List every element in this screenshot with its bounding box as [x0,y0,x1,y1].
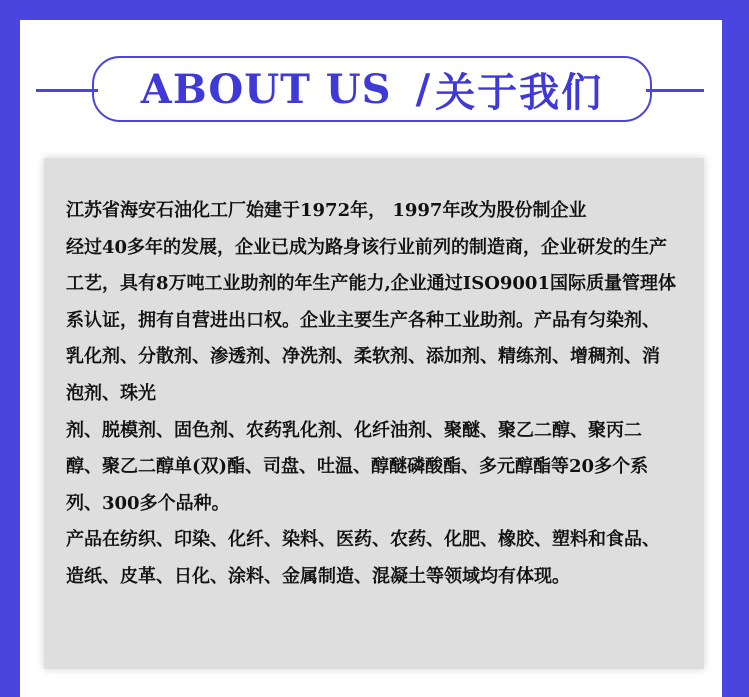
title-english: ABOUT US [140,65,392,113]
page-title [92,56,652,122]
title-separator: / [415,65,432,113]
description-card [44,158,704,669]
description-line-5: 乳化剂、分散剂、渗透剂、净洗剂、柔软剂、添加剂、精练剂、增稠剂、消 [66,346,660,368]
description-line-2: 经过40多年的发展，企业已成为路身该行业前列的制造商，企业研发的生产 [66,236,668,258]
description-line-8: 醇、聚乙二醇单(双)酯、司盘、吐温、醇醚磷酸酯、多元醇酯等20多个系 [66,456,649,478]
description-line-3: 工艺，具有8万吨工业助剂的年生产能力,企业通过ISO9001国际质量管理体 [66,273,676,295]
company-description [66,193,686,596]
title-area [20,20,722,160]
description-line-6: 泡剂、珠光 [66,382,156,404]
description-line-11: 造纸、皮革、日化、涂料、金属制造、混凝土等领域均有体现。 [66,565,570,587]
description-line-1: 江苏省海安石油化工厂始建于1972年， 1997年改为股份制企业 [66,200,587,221]
title-chinese: 关于我们 [435,68,604,116]
description-line-7: 剂、脱模剂、固色剂、农药乳化剂、化纤油剂、聚醚、聚乙二醇、聚丙二 [66,419,642,441]
description-line-9: 列、300多个品种。 [66,492,230,514]
description-line-4: 系认证，拥有自营进出口权。企业主要生产各种工业助剂。产品有匀染剂、 [66,309,660,331]
title-right-line [646,89,704,92]
title-left-line [36,89,98,92]
description-line-10: 产品在纺织、印染、化纤、染料、医药、农药、化肥、橡胶、塑料和食品、 [66,529,660,551]
content-panel [20,20,722,697]
